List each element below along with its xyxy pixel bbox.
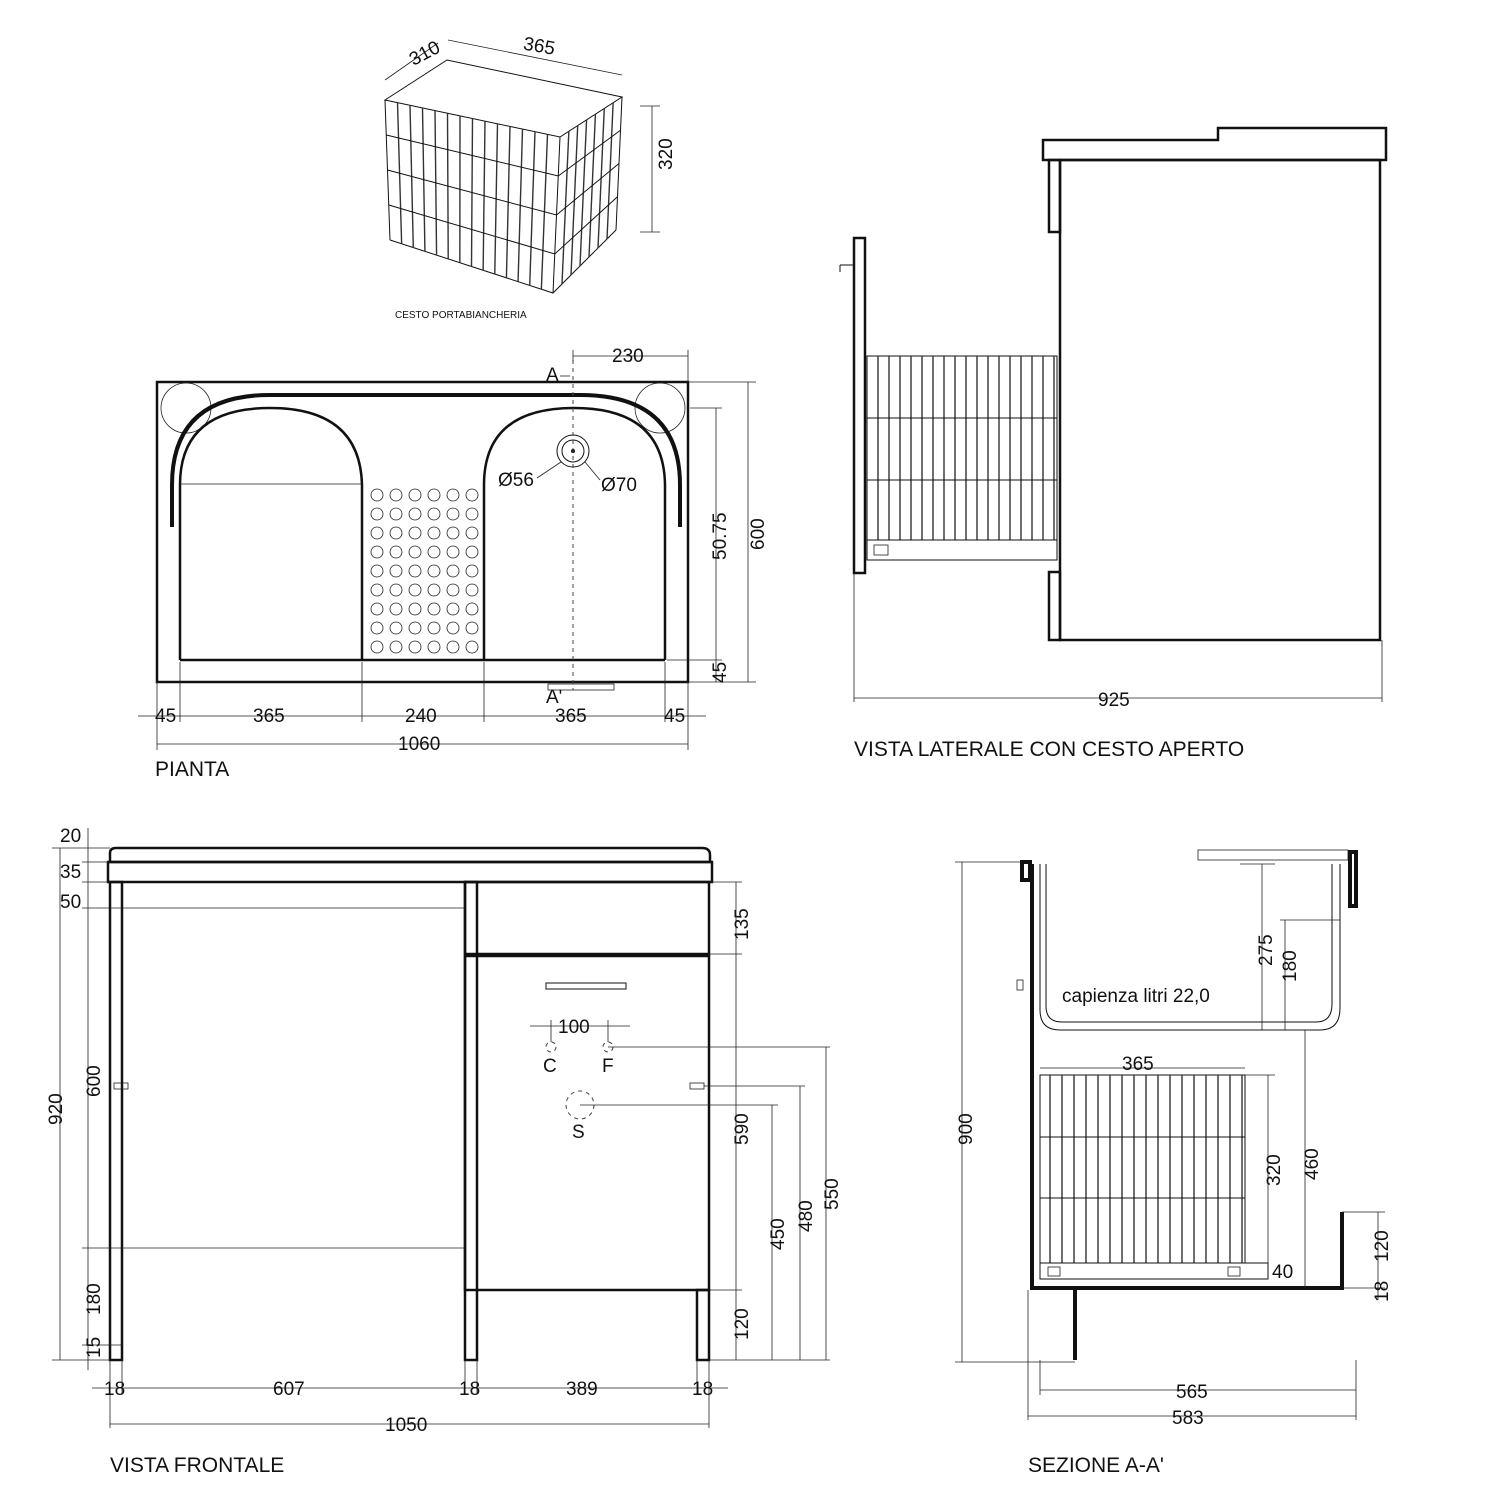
front-dim-50: 50 xyxy=(60,892,82,913)
washboard-dot xyxy=(390,641,402,653)
front-dim-15: 15 xyxy=(84,1336,105,1358)
washboard-dot xyxy=(409,641,421,653)
plan-title: PIANTA xyxy=(155,758,230,781)
washboard-dot xyxy=(371,622,383,634)
front-dim-389: 389 xyxy=(566,1379,598,1400)
basket-depth-dim: 310 xyxy=(406,37,444,71)
washboard-dot xyxy=(371,508,383,520)
plan-section-mark-top: A xyxy=(546,365,559,386)
washboard-dot xyxy=(466,546,478,558)
plan-view xyxy=(138,346,769,781)
section-view-title: SEZIONE A-A' xyxy=(1028,1454,1164,1477)
front-dim-20: 20 xyxy=(60,826,82,847)
washboard-dot xyxy=(371,546,383,558)
washboard-dot xyxy=(466,641,478,653)
plan-dim-45-right: 45 xyxy=(664,706,686,727)
side-view xyxy=(840,128,1386,761)
plan-washboard-dots xyxy=(371,489,478,653)
section-dim-40: 40 xyxy=(1272,1262,1294,1283)
washboard-dot xyxy=(371,489,383,501)
side-cabinet-body xyxy=(1060,160,1380,640)
front-dim-920: 920 xyxy=(46,1093,67,1125)
basket-caption: CESTO PORTABIANCHERIA xyxy=(395,310,527,321)
washboard-dot xyxy=(447,622,459,634)
plan-dim-600: 600 xyxy=(748,518,769,550)
section-capacity: capienza litri 22,0 xyxy=(1062,986,1210,1007)
basket-width-dim: 365 xyxy=(521,33,557,60)
washboard-dot xyxy=(466,508,478,520)
front-label-c: C xyxy=(543,1056,557,1077)
washboard-dot xyxy=(447,603,459,615)
washboard-dot xyxy=(428,565,440,577)
plan-dim-230: 230 xyxy=(612,346,644,367)
washboard-dot xyxy=(466,565,478,577)
basket-height-dim: 320 xyxy=(656,138,677,170)
washboard-dot xyxy=(466,584,478,596)
washboard-dot xyxy=(447,584,459,596)
washboard-dot xyxy=(466,489,478,501)
washboard-dot xyxy=(371,565,383,577)
washboard-dot xyxy=(447,565,459,577)
section-dim-120: 120 xyxy=(1372,1230,1393,1262)
washboard-dot xyxy=(428,546,440,558)
plan-top-outline xyxy=(157,382,688,682)
front-dim-100: 100 xyxy=(558,1017,590,1038)
section-dim-460: 460 xyxy=(1302,1148,1323,1180)
washboard-dot xyxy=(466,527,478,539)
front-label-s: S xyxy=(572,1122,585,1143)
front-dim-35: 35 xyxy=(60,862,82,883)
section-dim-565: 565 xyxy=(1176,1382,1208,1403)
plan-dia56: Ø56 xyxy=(498,470,534,491)
section-dim-320: 320 xyxy=(1264,1154,1285,1186)
front-label-f: F xyxy=(602,1056,614,1077)
washboard-dot xyxy=(428,527,440,539)
washboard-dot xyxy=(428,489,440,501)
front-dim-1050: 1050 xyxy=(385,1415,428,1436)
washboard-dot xyxy=(390,527,402,539)
washboard-dot xyxy=(447,641,459,653)
washboard-dot xyxy=(371,603,383,615)
washboard-dot xyxy=(447,546,459,558)
front-dim-550: 550 xyxy=(822,1178,843,1210)
section-dim-18: 18 xyxy=(1372,1280,1393,1302)
plan-basin-rim xyxy=(172,395,680,527)
washboard-dot xyxy=(409,565,421,577)
washboard-dot xyxy=(466,622,478,634)
section-basket-wires xyxy=(1040,1075,1245,1263)
washboard-dot xyxy=(390,603,402,615)
section-view xyxy=(955,850,1393,1477)
front-top-slab xyxy=(110,848,710,862)
section-dim-180: 180 xyxy=(1280,950,1301,982)
front-dim-590: 590 xyxy=(732,1113,753,1145)
washboard-dot xyxy=(466,603,478,615)
front-dim-18-middle: 18 xyxy=(459,1379,481,1400)
plan-right-basin xyxy=(484,408,665,660)
front-dim-18-right: 18 xyxy=(692,1379,714,1400)
washboard-dot xyxy=(428,641,440,653)
plan-dim-240: 240 xyxy=(405,706,437,727)
washboard-dot xyxy=(409,527,421,539)
washboard-dot xyxy=(371,641,383,653)
plan-dim-365-right: 365 xyxy=(555,706,587,727)
front-view-title: VISTA FRONTALE xyxy=(110,1454,285,1477)
washboard-dot xyxy=(390,565,402,577)
front-door xyxy=(465,956,709,1290)
front-dim-450: 450 xyxy=(768,1218,789,1250)
front-left-panel xyxy=(110,882,122,1360)
washboard-dot xyxy=(371,584,383,596)
side-top-slab xyxy=(1043,128,1386,160)
front-drawer xyxy=(465,882,709,954)
washboard-dot xyxy=(447,489,459,501)
washboard-dot xyxy=(390,546,402,558)
plan-left-basin xyxy=(180,408,362,660)
plan-dim-5075: 50.75 xyxy=(710,512,731,560)
plan-dia70: Ø70 xyxy=(601,475,637,496)
section-dim-900: 900 xyxy=(956,1113,977,1145)
washboard-dot xyxy=(428,622,440,634)
side-basket-wires xyxy=(867,356,1057,540)
front-dim-480: 480 xyxy=(796,1200,817,1232)
section-dim-583: 583 xyxy=(1172,1408,1204,1429)
front-view xyxy=(46,826,843,1477)
front-cold-water xyxy=(546,1042,556,1052)
washboard-dot xyxy=(409,508,421,520)
washboard-dot xyxy=(371,527,383,539)
plan-dim-1060: 1060 xyxy=(398,734,441,755)
plan-section-mark-bottom: A' xyxy=(546,687,563,708)
basket-isometric-view xyxy=(385,34,677,321)
front-door-handle xyxy=(546,983,626,989)
plan-dim-365-left: 365 xyxy=(253,706,285,727)
washboard-dot xyxy=(409,546,421,558)
plan-dim-45-left: 45 xyxy=(155,706,177,727)
washboard-dot xyxy=(409,622,421,634)
washboard-dot xyxy=(409,584,421,596)
washboard-dot xyxy=(409,603,421,615)
front-dim-180: 180 xyxy=(84,1283,105,1315)
washboard-dot xyxy=(428,508,440,520)
section-shelf xyxy=(1032,1212,1342,1288)
washboard-dot xyxy=(447,508,459,520)
section-dim-365: 365 xyxy=(1122,1054,1154,1075)
plan-dim-45-vertical: 45 xyxy=(710,661,731,683)
side-dim-925: 925 xyxy=(1098,690,1130,711)
washboard-dot xyxy=(390,508,402,520)
front-dim-600: 600 xyxy=(84,1065,105,1097)
side-view-title: VISTA LATERALE CON CESTO APERTO xyxy=(854,738,1245,761)
front-dim-607: 607 xyxy=(273,1379,305,1400)
front-dim-135: 135 xyxy=(732,908,753,940)
washboard-dot xyxy=(409,489,421,501)
washboard-dot xyxy=(447,527,459,539)
side-drawer-front xyxy=(854,238,865,573)
washboard-dot xyxy=(390,489,402,501)
washboard-dot xyxy=(428,603,440,615)
section-dim-275: 275 xyxy=(1256,934,1277,966)
front-dim-18-left: 18 xyxy=(104,1379,126,1400)
washboard-dot xyxy=(390,584,402,596)
washboard-dot xyxy=(428,584,440,596)
front-dim-120: 120 xyxy=(732,1308,753,1340)
washboard-dot xyxy=(390,622,402,634)
